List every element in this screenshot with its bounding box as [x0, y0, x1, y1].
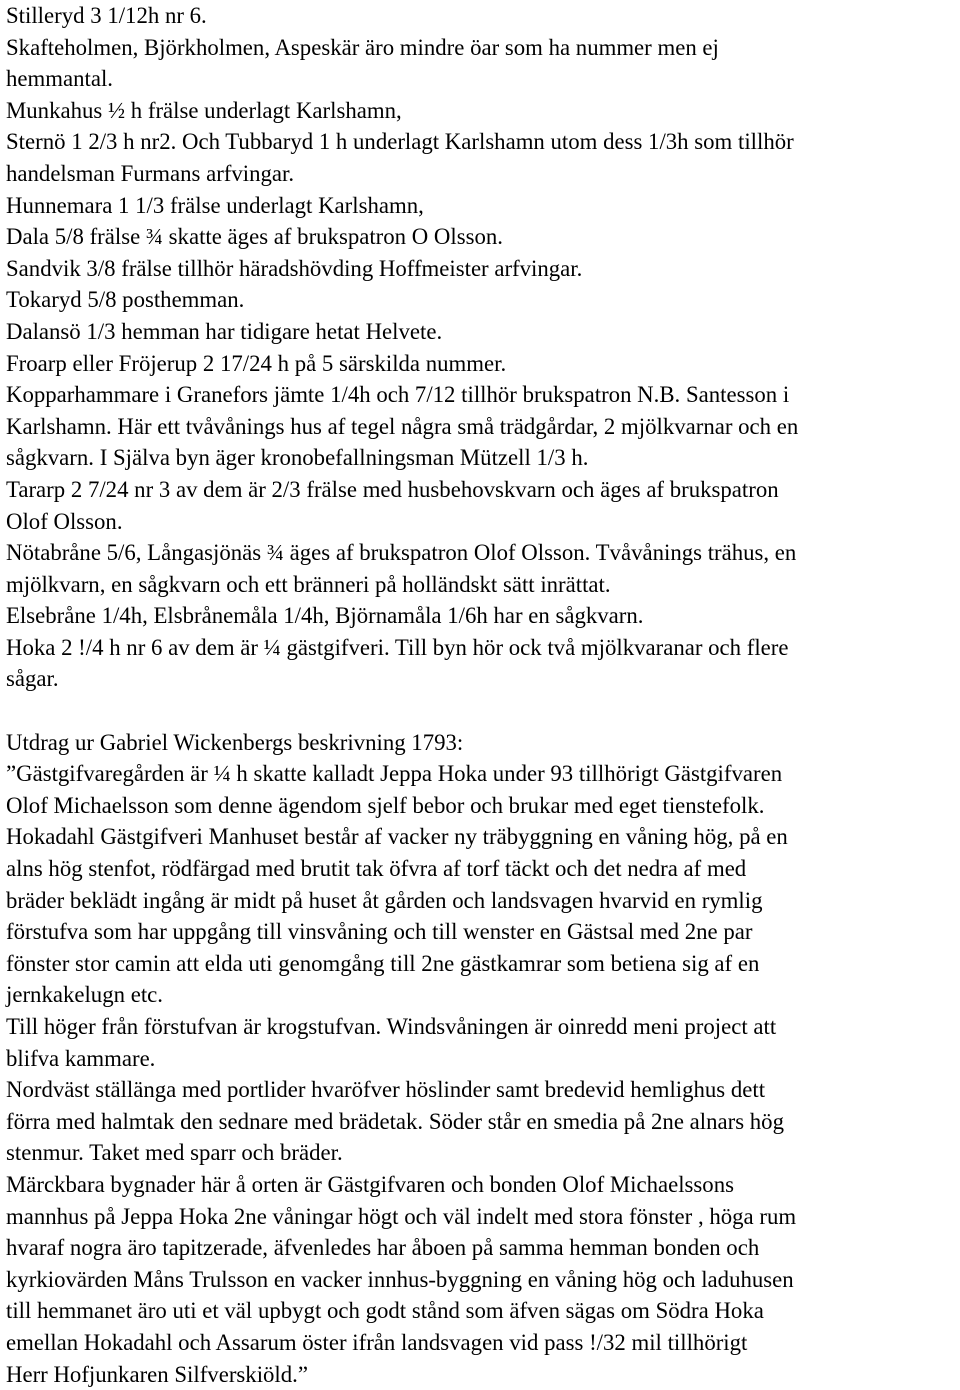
text-line: Hoka 2 !/4 h nr 6 av dem är ¼ gästgifveri. Till byn hör ock två mjölkvaranar och flere [6, 634, 789, 660]
text-line: Munkahus ½ h frälse underlagt Karlshamn, [6, 97, 402, 123]
text-line: Froarp eller Fröjerup 2 17/24 h på 5 särskilda nummer. [6, 350, 507, 376]
text-line: Dala 5/8 frälse ¾ skatte äges af brukspatron O Olsson. [6, 224, 503, 250]
text-line: emellan Hokadahl och Assarum öster ifrån landsvagen vid pass !/32 mil tillhörigt [6, 1329, 748, 1355]
text-line: hemmantal. [6, 66, 113, 92]
text-line: Stilleryd 3 1/12h nr 6. [6, 3, 207, 28]
text-line: Skafteholmen, Björkholmen, Aspeskär äro mindre öar som ha nummer men ej [6, 34, 719, 60]
text-line: Sternö 1 2/3 h nr2. Och Tubbaryd 1 h underlagt Karlshamn utom dess 1/3h som tillhör [6, 129, 794, 155]
text-line: till hemmanet äro uti et väl upbygt och godt stånd som äfven sägas om Södra Hoka [6, 1298, 764, 1324]
text-line: handelsman Furmans arfvingar. [6, 160, 295, 186]
text-line: mjölkvarn, en sågkvarn och ett bränneri på holländskt sätt inrättat. [6, 571, 611, 597]
text-line: förra med halmtak den sednare med brädetak. Söder står en smedia på 2ne alnars hög [6, 1108, 784, 1134]
text-line: Nordväst ställänga med portlider hvaröfver höslinder samt bredevid hemlighus dett [6, 1077, 766, 1103]
section-heading: Utdrag ur Gabriel Wickenbergs beskrivning 1793: [6, 729, 464, 755]
text-line: hvaraf nogra äro tapitzerade, äfvenledes har åboen på samma hemman bonden och [6, 1235, 760, 1261]
text-line: sågkvarn. I Själva byn äger kronobefallningsman Mützell 1/3 h. [6, 445, 589, 471]
text-line: Elsebråne 1/4h, Elsbrånemåla 1/4h, Björnamåla 1/6h har en sågkvarn. [6, 603, 644, 629]
text-line: Karlshamn. Här ett tvåvånings hus af tegel några små trädgårdar, 2 mjölkvarnar och en [6, 413, 799, 439]
text-line: Hokadahl Gästgifveri Manhuset består af vacker ny träbyggning en våning hög, på en [6, 824, 788, 850]
text-line: jernkakelugn etc. [6, 982, 163, 1008]
text-line: alns hög stenfot, rödfärgad med brutit tak öfvra af torf täckt och det nedra af med [6, 856, 747, 882]
blank-line [6, 695, 956, 727]
text-line: stenmur. Taket med sparr och bräder. [6, 1140, 343, 1166]
text-line: Herr Hofjunkaren Silfverskiöld.” [6, 1361, 308, 1387]
text-line: Kopparhammare i Granefors jämte 1/4h och 7/12 tillhör brukspatron N.B. Santesson i [6, 382, 790, 408]
text-line: Nötabråne 5/6, Långasjönäs ¾ äges af brukspatron Olof Olsson. Tvåvånings trähus, en [6, 540, 797, 566]
document-page [6, 0, 956, 1390]
text-line: förstufva som har uppgång till vinsvåning och till wenster en Gästsal med 2ne par [6, 919, 753, 945]
text-line: Olof Olsson. [6, 508, 123, 534]
text-line: sågar. [6, 666, 59, 692]
text-line: Tokaryd 5/8 posthemman. [6, 287, 245, 313]
text-line: blifva kammare. [6, 1045, 156, 1071]
text-line: bräder beklädt ingång är midt på huset åt gården och landsvagen hvarvid en rymlig [6, 887, 763, 913]
text-line: Till höger från förstufvan är krogstufvan. Windsvåningen är oinredd meni project att [6, 1014, 777, 1039]
text-line: kyrkiovärden Måns Trulsson en vacker innhus-byggning en våning hög och laduhusen [6, 1266, 794, 1292]
text-line: Hunnemara 1 1/3 frälse underlagt Karlshamn, [6, 192, 424, 218]
text-line: ”Gästgifvaregården är ¼ h skatte kalladt Jeppa Hoka under 93 tillhörigt Gästgifvaren [6, 761, 783, 787]
text-line: Sandvik 3/8 frälse tillhör häradshövding Hoffmeister arfvingar. [6, 255, 583, 281]
text-line: Olof Michaelsson som denne ägendom sjelf bebor och brukar med eget tienstefolk. [6, 792, 765, 818]
text-line: Tararp 2 7/24 nr 3 av dem är 2/3 frälse med husbehovskvarn och äges af brukspatron [6, 476, 779, 502]
text-line: fönster stor camin att elda uti genomgång till 2ne gästkamrar som betiena sig af en [6, 950, 760, 976]
text-line: Dalansö 1/3 hemman har tidigare hetat Helvete. [6, 318, 443, 344]
text-line: mannhus på Jeppa Hoka 2ne våningar högt och väl indelt med stora fönster , höga rum [6, 1203, 797, 1229]
text-line: Märckbara bygnader här å orten är Gästgifvaren och bonden Olof Michaelssons [6, 1171, 734, 1197]
